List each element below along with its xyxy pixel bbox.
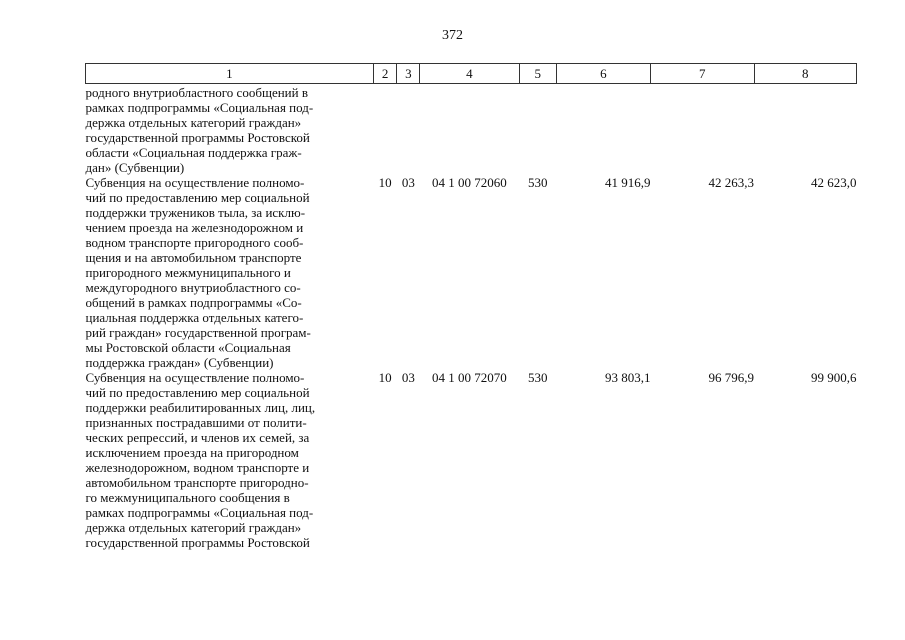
column-header-3: 3 xyxy=(397,64,420,84)
desc-line: междугородного внутриобластного со- xyxy=(85,280,301,295)
cell-expense-type: 530 xyxy=(527,175,548,190)
table-row xyxy=(86,370,857,550)
desc-line: пригородного межмуниципального и xyxy=(85,265,291,280)
desc-line: чий по предоставлению мер социальной xyxy=(85,385,310,400)
desc-line: ческих репрессий, и членов их семей, за xyxy=(85,430,310,445)
desc-line: чий по предоставлению мер социальной xyxy=(85,190,310,205)
cell-expense-type xyxy=(519,84,556,176)
desc-line: общений в рамках подпрограммы «Со- xyxy=(85,295,302,310)
budget-table xyxy=(85,63,857,550)
row-description xyxy=(86,84,374,176)
cell-amount-8: 42 623,0 xyxy=(811,175,857,190)
desc-line: родного внутриобластного сообщений в xyxy=(85,85,308,100)
cell-subsection: 03 xyxy=(401,175,415,190)
desc-line: дан» (Субвенции) xyxy=(85,160,185,175)
cell-amount-6 xyxy=(556,84,650,176)
column-header-1: 1 xyxy=(86,64,374,84)
cell-section: 10 xyxy=(378,175,392,190)
desc-line: государственной программы Ростовской xyxy=(85,130,310,145)
cell-section xyxy=(373,84,397,176)
desc-line: поддержка граждан» (Субвенции) xyxy=(85,355,274,370)
column-header-4: 4 xyxy=(420,64,519,84)
cell-amount-8: 99 900,6 xyxy=(811,370,857,385)
cell-expense-type: 530 xyxy=(527,370,548,385)
page-number: 372 xyxy=(442,28,463,43)
cell-target-code: 04 1 00 72060 xyxy=(432,175,507,190)
cell-subsection xyxy=(397,84,420,176)
desc-line: держка отдельных категорий граждан» xyxy=(85,520,302,535)
desc-line: рамках подпрограммы «Социальная под- xyxy=(85,505,314,520)
desc-line: исключением проезда на пригородном xyxy=(85,445,299,460)
row-description xyxy=(86,175,374,370)
cell-amount-6: 93 803,1 xyxy=(605,370,651,385)
table-row xyxy=(86,175,857,370)
desc-line: области «Социальная поддержка граж- xyxy=(85,145,302,160)
cell-amount-7: 42 263,3 xyxy=(708,175,754,190)
desc-line: чением проезда на железнодорожном и xyxy=(85,220,304,235)
cell-target-code xyxy=(420,84,519,176)
column-header-2: 2 xyxy=(373,64,397,84)
column-header-5: 5 xyxy=(519,64,556,84)
desc-line: железнодорожном, водном транспорте и xyxy=(85,460,310,475)
desc-line: щения и на автомобильном транспорте xyxy=(85,250,302,265)
cell-amount-6: 41 916,9 xyxy=(605,175,651,190)
column-header-8: 8 xyxy=(754,64,857,84)
desc-line: рамках подпрограммы «Социальная под- xyxy=(85,100,314,115)
desc-line: признанных пострадавшими от полити- xyxy=(85,415,307,430)
row-description xyxy=(86,370,374,550)
column-header-6: 6 xyxy=(556,64,650,84)
cell-amount-7 xyxy=(651,84,754,176)
desc-line: Субвенция на осуществление полномо- xyxy=(85,370,305,385)
cell-subsection: 03 xyxy=(401,370,415,385)
cell-section: 10 xyxy=(378,370,392,385)
desc-line: держка отдельных категорий граждан» xyxy=(85,115,302,130)
desc-line: поддержки тружеников тыла, за исклю- xyxy=(85,205,306,220)
desc-line: мы Ростовской области «Социальная xyxy=(85,340,291,355)
cell-amount-8 xyxy=(754,84,857,176)
desc-line: государственной программы Ростовской xyxy=(85,535,310,550)
cell-amount-7: 96 796,9 xyxy=(708,370,754,385)
column-header-7: 7 xyxy=(651,64,754,84)
desc-line: водном транспорте пригородного сооб- xyxy=(85,235,304,250)
table-row xyxy=(86,84,857,176)
desc-line: го межмуниципального сообщения в xyxy=(85,490,290,505)
table-header-row xyxy=(86,64,857,84)
desc-line: циальная поддержка отдельных катего- xyxy=(85,310,304,325)
desc-line: рий граждан» государственной програм- xyxy=(85,325,311,340)
desc-line: поддержки реабилитированных лиц, лиц, xyxy=(85,400,316,415)
desc-line: автомобильном транспорте пригородно- xyxy=(85,475,309,490)
cell-target-code: 04 1 00 72070 xyxy=(432,370,507,385)
desc-line: Субвенция на осуществление полномо- xyxy=(85,175,305,190)
